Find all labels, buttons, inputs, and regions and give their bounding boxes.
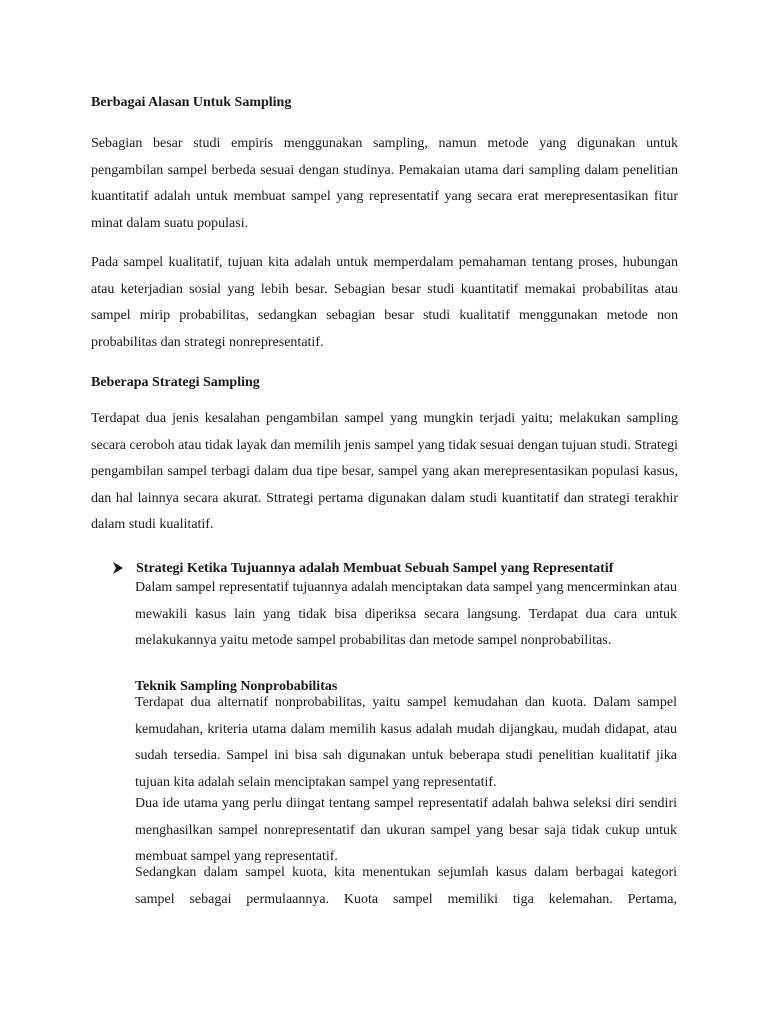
heading-strategi-sampling: Beberapa Strategi Sampling — [91, 375, 260, 390]
bullet-heading-text: Strategi Ketika Tujuannya adalah Membuat Sebuah Sampel yang Representatif — [136, 561, 614, 576]
bullet-paragraph-3: Dua ide utama yang perlu diingat tentang sampel representatif adalah bahwa seleksi diri sendiri menghasilkan sampel nonrepresentatif dan ukuran sampel yang besar saja tidak cukup untuk membuat sampel yang representatif. — [135, 796, 677, 864]
paragraph-3: Terdapat dua jenis kesalahan pengambilan sampel yang mungkin terjadi yaitu; melakukan sampling secara ceroboh atau tidak layak dan memilih jenis sampel yang tidak sesuai dengan tujuan studi. Strategi pengambilan sampel terbagi dalam dua tipe besar, sampel yang akan merepresentasikan populasi kasus, dan hal lainnya secara akurat. Sttrategi pertama digunakan dalam studi kuantitatif dan strategi terakhir dalam studi kualitatif. — [91, 411, 678, 532]
bullet-paragraph-2: Terdapat dua alternatif nonprobabilitas, yaitu sampel kemudahan dan kuota. Dalam sampel kemudahan, kriteria utama dalam memilih kasus adalah mudah dijangkau, mudah didapat, atau sudah tersedia. Sampel ini bisa sah digunakan untuk beberapa studi penelitian kualitatif jika tujuan kita adalah selain menciptakan sampel yang representatif. — [135, 695, 677, 790]
arrow-bullet-icon — [112, 561, 136, 577]
bullet-paragraph-4: Sedangkan dalam sampel kuota, kita menentukan sejumlah kasus dalam berbagai kategori sampel sebagai permulaannya. Kuota sampel memiliki tiga kelemahan. Pertama, — [135, 865, 677, 907]
bullet-paragraph-1: Dalam sampel representatif tujuannya adalah menciptakan data sampel yang mencerminkan atau mewakili kasus lain yang tidak bisa diperiksa secara langsung. Terdapat dua cara untuk melakukannya yaitu metode sampel probabilitas dan metode sampel nonprobabilitas. — [135, 580, 677, 648]
paragraph-2: Pada sampel kualitatif, tujuan kita adalah untuk memperdalam pemahaman tentang proses, hubungan atau keterjadian sosial yang lebih besar. Sebagian besar studi kuantitatif memakai probabilitas atau sampel mirip probabilitas, sedangkan sebagian besar studi kualitatif menggunakan metode non probabilitas dan strategi nonrepresentatif. — [91, 255, 678, 350]
heading-alasan-sampling: Berbagai Alasan Untuk Sampling — [91, 95, 292, 110]
paragraph-1: Sebagian besar studi empiris menggunakan sampling, namun metode yang digunakan untuk pengambilan sampel berbeda sesuai dengan studinya. Pemakaian utama dari sampling dalam penelitian kuantitatif adalah untuk membuat sampel yang representatif yang secara erat merepresentasikan fitur minat dalam suatu populasi. — [91, 136, 678, 231]
subheading-nonprobabilitas: Teknik Sampling Nonprobabilitas — [135, 679, 338, 694]
